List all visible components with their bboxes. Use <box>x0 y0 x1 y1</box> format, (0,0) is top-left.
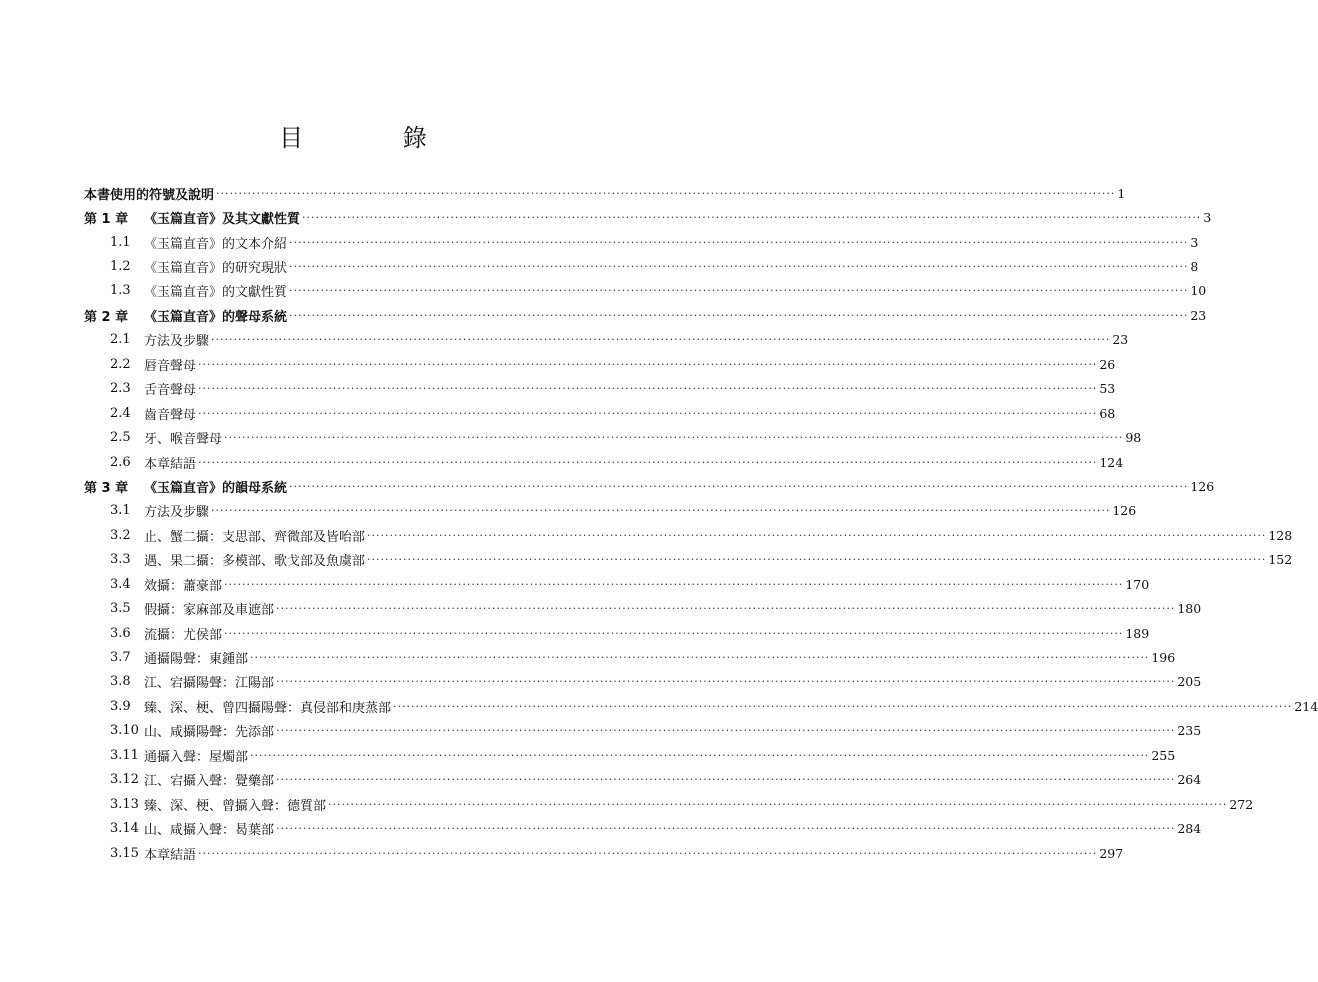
dot-leader: ········································································································································································································ <box>393 699 1293 713</box>
toc-entry-page-number: 68 <box>1099 405 1116 421</box>
toc-entry-number: 3.7 <box>110 650 131 666</box>
toc-entry-page-number: 152 <box>1268 552 1293 568</box>
toc-entry-title: 《玉篇直音》及其文獻性質 <box>144 212 301 228</box>
toc-entry-title: 遇、果二攝：多模部、歌戈部及魚虞部 <box>144 554 366 570</box>
toc-entry-title: 流攝：尤侯部 <box>144 627 223 643</box>
toc-section-entry[interactable] <box>84 768 1202 792</box>
toc-section-entry[interactable] <box>84 670 1202 694</box>
toc-entry-page-number: 214 <box>1294 698 1318 714</box>
toc-entry-number: 3.14 <box>110 821 139 837</box>
toc-entry-page-number: 3 <box>1203 210 1212 226</box>
toc-entry-title: 通攝陽聲：東鍾部 <box>144 652 249 668</box>
toc-section-entry[interactable] <box>84 645 1176 669</box>
toc-section-entry[interactable] <box>84 352 1116 376</box>
dot-leader: ········································································································································································································ <box>211 333 1111 347</box>
dot-leader: ········································································································································································································ <box>276 822 1176 836</box>
toc-entry-number: 2.4 <box>110 405 131 421</box>
toc-entry-page-number: 272 <box>1229 796 1254 812</box>
toc-entry-number: 3.5 <box>110 601 131 617</box>
toc-entry-number: 3.4 <box>110 576 131 592</box>
toc-entry-title: 《玉篇直音》的韻母系統 <box>144 480 288 496</box>
toc-entry-title: 止、蟹二攝：支思部、齊微部及皆咍部 <box>144 529 366 545</box>
toc-entry-page-number: 284 <box>1177 821 1202 837</box>
table-of-contents <box>84 181 1318 865</box>
toc-entry-title: 江、宕攝入聲：覺藥部 <box>144 774 275 790</box>
toc-section-entry[interactable] <box>84 841 1124 865</box>
dot-leader: ········································································································································································································ <box>289 235 1189 249</box>
toc-entry-page-number: 3 <box>1190 234 1199 250</box>
toc-entry-page-number: 235 <box>1177 723 1202 739</box>
toc-section-entry[interactable] <box>84 401 1116 425</box>
dot-leader: ········································································································································································································ <box>250 651 1150 665</box>
toc-entry-number: 1.1 <box>110 234 131 250</box>
dot-leader: ········································································································································································································ <box>289 308 1189 322</box>
dot-leader: ········································································································································································································ <box>276 675 1176 689</box>
toc-entry-page-number: 126 <box>1190 478 1215 494</box>
dot-leader: ········································································································································································································ <box>224 577 1124 591</box>
toc-chapter-entry[interactable] <box>84 474 1215 498</box>
toc-entry-number: 2.6 <box>110 454 131 470</box>
toc-section-entry[interactable] <box>84 328 1129 352</box>
toc-entry-title: 臻、深、梗、曾四攝陽聲：真侵部和庚蒸部 <box>144 700 392 716</box>
dot-leader: ········································································································································································································ <box>198 357 1098 371</box>
toc-entry-title: 本章結語 <box>144 456 197 472</box>
toc-entry-title: 通攝入聲：屋燭部 <box>144 749 249 765</box>
dot-leader: ········································································································································································································ <box>224 431 1124 445</box>
toc-entry-page-number: 205 <box>1177 674 1202 690</box>
toc-section-entry[interactable] <box>84 816 1202 840</box>
page-title: 目 錄 <box>279 124 473 152</box>
toc-entry-page-number: 10 <box>1190 283 1207 299</box>
toc-entry-title: 唇音聲母 <box>144 358 197 374</box>
toc-chapter-entry[interactable] <box>84 181 1126 205</box>
dot-leader: ········································································································································································································ <box>276 724 1176 738</box>
dot-leader: ········································································································································································································ <box>302 211 1202 225</box>
toc-chapter-entry[interactable] <box>84 303 1207 327</box>
dot-leader: ········································································································································································································ <box>224 626 1124 640</box>
toc-entry-page-number: 124 <box>1099 454 1124 470</box>
toc-entry-title: 臻、深、梗、曾攝入聲：德質部 <box>144 798 327 814</box>
toc-entry-title: 方法及步驟 <box>144 505 210 521</box>
dot-leader: ········································································································································································································ <box>289 284 1189 298</box>
toc-entry-page-number: 26 <box>1099 356 1116 372</box>
toc-entry-number: 3.3 <box>110 552 131 568</box>
toc-entry-page-number: 255 <box>1151 747 1176 763</box>
toc-entry-page-number: 180 <box>1177 601 1202 617</box>
toc-entry-page-number: 170 <box>1125 576 1150 592</box>
toc-section-entry[interactable] <box>84 719 1202 743</box>
dot-leader: ········································································································································································································ <box>198 406 1098 420</box>
toc-section-entry[interactable] <box>84 621 1150 645</box>
toc-entry-page-number: 8 <box>1190 259 1199 275</box>
toc-entry-number: 3.9 <box>110 698 131 714</box>
toc-entry-number: 3.15 <box>110 845 139 861</box>
dot-leader: ········································································································································································································ <box>216 186 1116 200</box>
toc-entry-title: 《玉篇直音》的文本介紹 <box>144 236 288 252</box>
toc-entry-title: 山、咸攝入聲：曷葉部 <box>144 823 275 839</box>
toc-entry-page-number: 128 <box>1268 527 1293 543</box>
toc-section-entry[interactable] <box>84 279 1207 303</box>
toc-entry-number: 3.6 <box>110 625 131 641</box>
dot-leader: ········································································································································································································ <box>276 773 1176 787</box>
toc-entry-title: 江、宕攝陽聲：江陽部 <box>144 676 275 692</box>
toc-entry-page-number: 23 <box>1112 332 1129 348</box>
toc-entry-title: 牙、喉音聲母 <box>144 432 223 448</box>
toc-entry-title: 效攝：蕭豪部 <box>144 578 223 594</box>
toc-section-entry[interactable] <box>84 694 1318 718</box>
toc-entry-number: 1.2 <box>110 259 131 275</box>
toc-entry-number: 3.1 <box>110 503 131 519</box>
dot-leader: ········································································································································································································ <box>198 846 1098 860</box>
toc-entry-title: 《玉篇直音》的聲母系統 <box>144 309 288 325</box>
toc-section-entry[interactable] <box>84 523 1293 547</box>
dot-leader: ········································································································································································································ <box>367 553 1267 567</box>
toc-section-entry[interactable] <box>84 230 1199 254</box>
toc-entry-number: 3.10 <box>110 723 139 739</box>
toc-entry-number: 2.3 <box>110 381 131 397</box>
toc-entry-title: 舌音聲母 <box>144 383 197 399</box>
dot-leader: ········································································································································································································ <box>198 455 1098 469</box>
toc-entry-number: 第 1 章 <box>84 212 129 228</box>
toc-entry-number: 第 2 章 <box>84 309 129 325</box>
toc-section-entry[interactable] <box>84 499 1137 523</box>
toc-entry-page-number: 297 <box>1099 845 1124 861</box>
toc-entry-title: 假攝：家麻部及車遮部 <box>144 603 275 619</box>
dot-leader: ········································································································································································································ <box>328 797 1228 811</box>
toc-section-entry[interactable] <box>84 792 1254 816</box>
toc-section-entry[interactable] <box>84 254 1199 278</box>
toc-entry-number: 2.5 <box>110 430 131 446</box>
toc-entry-title: 本章結語 <box>144 847 197 863</box>
toc-entry-page-number: 23 <box>1190 307 1207 323</box>
toc-entry-page-number: 98 <box>1125 430 1142 446</box>
toc-entry-number: 1.3 <box>110 283 131 299</box>
toc-entry-title: 山、咸攝陽聲：先添部 <box>144 725 275 741</box>
toc-section-entry[interactable] <box>84 450 1124 474</box>
toc-entry-number: 3.12 <box>110 772 139 788</box>
toc-section-entry[interactable] <box>84 596 1202 620</box>
toc-section-entry[interactable] <box>84 572 1150 596</box>
toc-entry-page-number: 1 <box>1117 185 1126 201</box>
dot-leader: ········································································································································································································ <box>250 748 1150 762</box>
dot-leader: ········································································································································································································ <box>198 382 1098 396</box>
toc-entry-page-number: 264 <box>1177 772 1202 788</box>
toc-entry-title: 《玉篇直音》的文獻性質 <box>144 285 288 301</box>
dot-leader: ········································································································································································································ <box>276 602 1176 616</box>
toc-entry-page-number: 189 <box>1125 625 1150 641</box>
toc-section-entry[interactable] <box>84 743 1176 767</box>
toc-entry-title: 《玉篇直音》的研究現狀 <box>144 261 288 277</box>
toc-entry-page-number: 126 <box>1112 503 1137 519</box>
toc-entry-page-number: 53 <box>1099 381 1116 397</box>
toc-entry-number: 第 3 章 <box>84 480 129 496</box>
toc-entry-number: 3.2 <box>110 527 131 543</box>
toc-section-entry[interactable] <box>84 377 1116 401</box>
toc-entry-title: 齒音聲母 <box>144 407 197 423</box>
dot-leader: ········································································································································································································ <box>289 260 1189 274</box>
dot-leader: ········································································································································································································ <box>211 504 1111 518</box>
toc-section-entry[interactable] <box>84 548 1293 572</box>
toc-entry-title: 本書使用的符號及說明 <box>84 187 215 203</box>
dot-leader: ········································································································································································································ <box>367 528 1267 542</box>
toc-entry-number: 3.13 <box>110 796 139 812</box>
toc-entry-page-number: 196 <box>1151 650 1176 666</box>
toc-section-entry[interactable] <box>84 425 1142 449</box>
toc-chapter-entry[interactable] <box>84 205 1212 229</box>
toc-entry-title: 方法及步驟 <box>144 334 210 350</box>
toc-entry-number: 2.2 <box>110 356 131 372</box>
toc-entry-number: 2.1 <box>110 332 131 348</box>
toc-entry-number: 3.8 <box>110 674 131 690</box>
dot-leader: ········································································································································································································ <box>289 479 1189 493</box>
toc-entry-number: 3.11 <box>110 747 139 763</box>
